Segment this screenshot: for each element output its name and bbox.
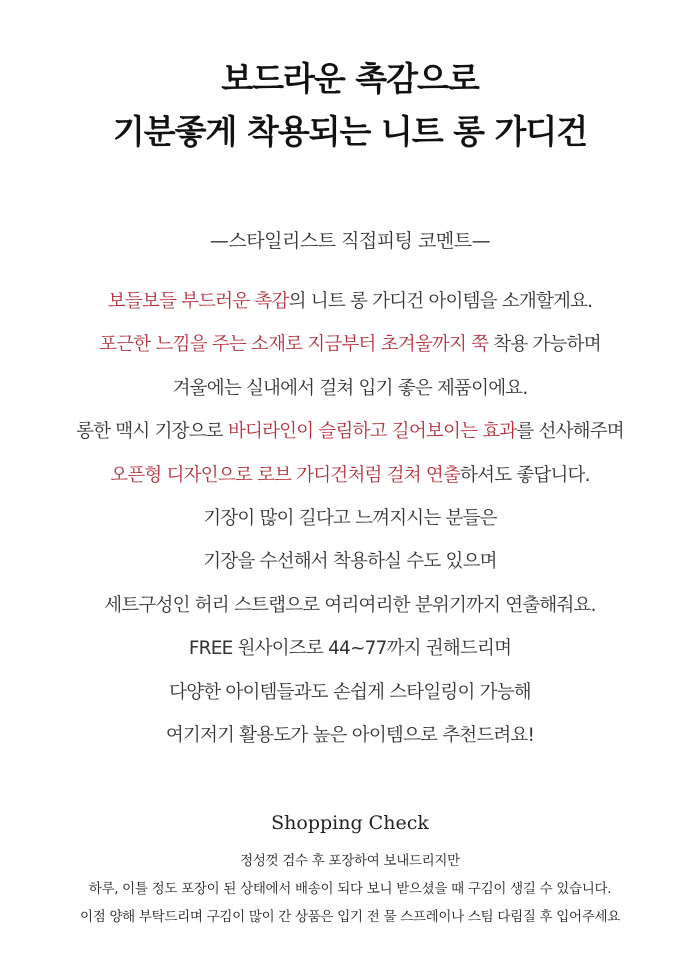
comment-line [0,721,700,747]
comment-text: 하셔도 좋답니다. [460,465,590,486]
comment-text: FREE 원사이즈로 44~77까지 권해드리며 [188,638,512,659]
comment-line [0,287,700,313]
highlighted-text: 오픈형 디자인으로 로브 가디건처럼 걸쳐 연출 [110,465,461,486]
highlighted-text: 바디라인이 슬림하고 길어보이는 효과 [227,421,517,442]
shopping-check-title: Shopping Check [271,812,429,834]
comment-line [0,330,700,356]
comment-text: 롱한 맥시 기장으로 [76,421,228,442]
shopping-notice-line: 정성껏 검수 후 포장하여 보내드리지만 [240,853,460,869]
shopping-notice-line: 이점 양해 부탁드리며 구김이 많이 간 상품은 입기 전 물 스프레이나 스팀 다림질 후 입어주세요 [79,909,621,925]
comment-text: 를 선사해주며 [516,421,624,442]
comment-line [0,374,700,400]
shopping-notice-line: 하루, 이틀 정도 포장이 된 상태에서 배송이 되다 보니 받으셨을 때 구김이 생길 수 있습니다. [88,881,612,897]
comment-text: 겨울에는 실내에서 걸쳐 입기 좋은 제품이에요. [172,378,528,399]
stylist-comment-title: —스타일리스트 직접피팅 코멘트— [209,230,491,252]
comment-line [0,461,700,487]
comment-text: 의 니트 롱 가디건 아이템을 소개할게요. [288,291,593,312]
comment-line [0,634,700,660]
comment-text: 기장을 수선해서 착용하실 수도 있으며 [203,551,497,572]
comment-line [0,504,700,530]
comment-line [0,591,700,617]
comment-text: 여기저기 활용도가 높은 아이템으로 추천드려요! [165,725,535,746]
comment-text: 착용 가능하며 [488,334,601,355]
highlighted-text: 포근한 느낌을 주는 소재로 지금부터 초겨울까지 쭉 [99,334,489,355]
comment-text: 다양한 아이템들과도 손쉽게 스타일링이 가능해 [169,682,531,703]
comment-text: 세트구성인 허리 스트랩으로 여리여리한 분위기까지 연출해줘요. [104,595,596,616]
highlighted-text: 보들보들 부드러운 촉감 [107,291,289,312]
headline-line-2: 기분좋게 착용되는 니트 롱 가디건 [112,112,588,151]
comment-line [0,547,700,573]
comment-line [0,417,700,443]
comment-text: 기장이 많이 길다고 느껴지시는 분들은 [203,508,497,529]
comment-line [0,678,700,704]
headline-line-1: 보드라운 촉감으로 [221,59,479,98]
